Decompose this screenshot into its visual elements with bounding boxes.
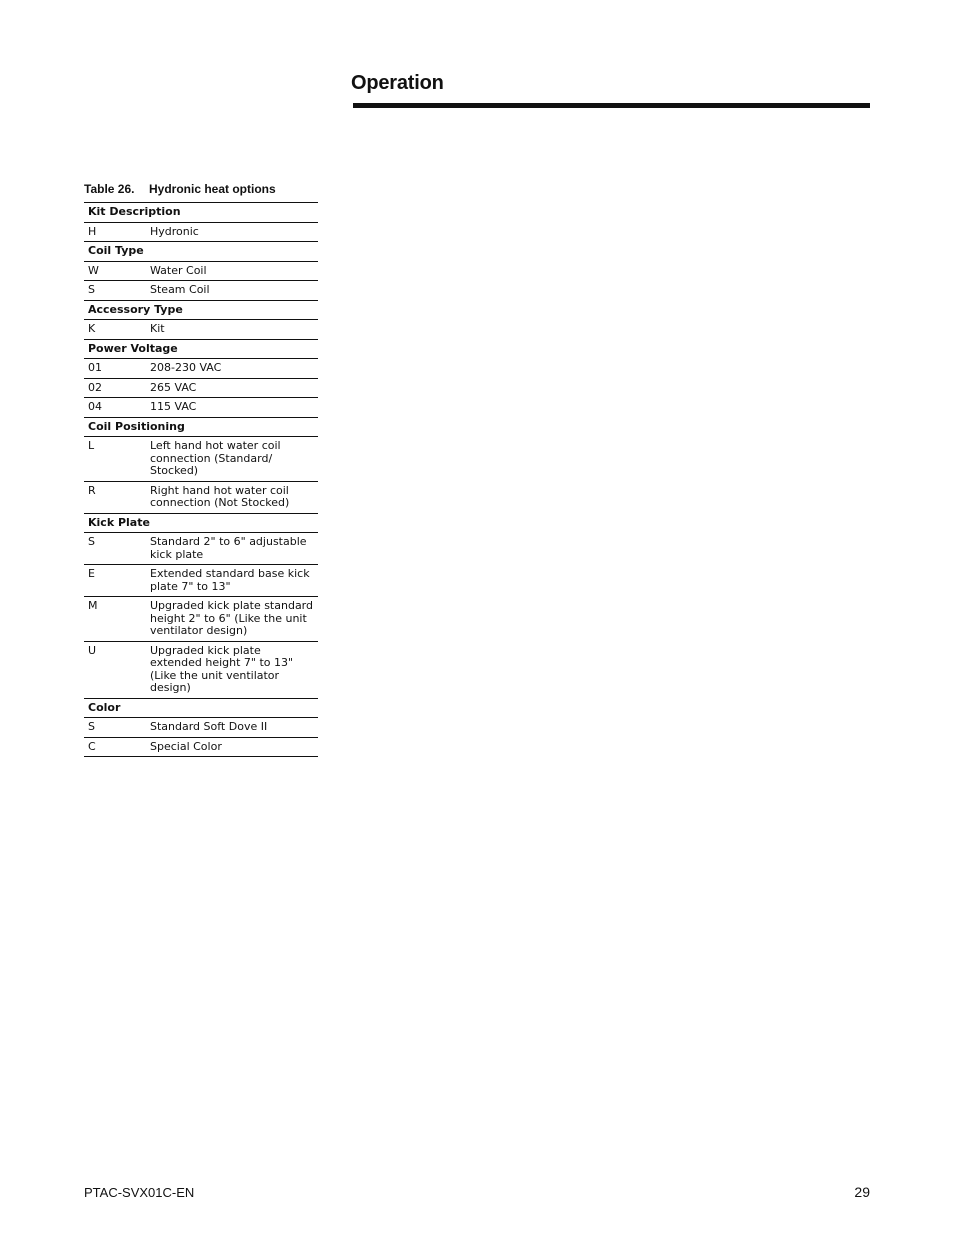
title-rule xyxy=(353,103,870,108)
group-heading-row xyxy=(84,417,318,437)
option-code: S xyxy=(84,533,146,565)
footer-page-number: 29 xyxy=(854,1184,870,1200)
option-code: 04 xyxy=(84,398,146,418)
table-caption-title: Hydronic heat options xyxy=(149,182,276,196)
option-description: Left hand hot water coil connection (Standard/ Stocked) xyxy=(146,437,318,482)
group-heading-row xyxy=(84,698,318,718)
table-body xyxy=(84,203,318,757)
table-row xyxy=(84,481,318,513)
option-code: 01 xyxy=(84,359,146,379)
group-heading-row xyxy=(84,203,318,223)
option-description: 265 VAC xyxy=(146,378,318,398)
group-heading-row xyxy=(84,339,318,359)
option-description: Water Coil xyxy=(146,261,318,281)
table-row xyxy=(84,222,318,242)
option-description: Hydronic xyxy=(146,222,318,242)
group-heading: Kit Description xyxy=(84,203,318,223)
table-row xyxy=(84,718,318,738)
group-heading: Accessory Type xyxy=(84,300,318,320)
group-heading: Coil Positioning xyxy=(84,417,318,437)
table-row xyxy=(84,320,318,340)
table-row xyxy=(84,281,318,301)
option-description: Upgraded kick plate extended height 7" to 13" (Like the unit ventilator design) xyxy=(146,641,318,698)
option-description: Special Color xyxy=(146,737,318,757)
option-description: Kit xyxy=(146,320,318,340)
table-row xyxy=(84,261,318,281)
group-heading: Color xyxy=(84,698,318,718)
table-caption xyxy=(84,182,276,196)
table-row xyxy=(84,398,318,418)
option-description: Standard Soft Dove II xyxy=(146,718,318,738)
option-description: Right hand hot water coil connection (Not Stocked) xyxy=(146,481,318,513)
option-code: M xyxy=(84,597,146,642)
option-code: 02 xyxy=(84,378,146,398)
group-heading-row xyxy=(84,513,318,533)
table-row xyxy=(84,565,318,597)
table-row xyxy=(84,533,318,565)
option-code: C xyxy=(84,737,146,757)
table-row xyxy=(84,597,318,642)
option-description: 115 VAC xyxy=(146,398,318,418)
table-row xyxy=(84,437,318,482)
table-row xyxy=(84,378,318,398)
option-description: Steam Coil xyxy=(146,281,318,301)
option-code: S xyxy=(84,718,146,738)
option-description: Standard 2" to 6" adjustable kick plate xyxy=(146,533,318,565)
option-code: L xyxy=(84,437,146,482)
table-row xyxy=(84,641,318,698)
table-row xyxy=(84,737,318,757)
option-code: R xyxy=(84,481,146,513)
option-code: S xyxy=(84,281,146,301)
option-code: E xyxy=(84,565,146,597)
group-heading: Power Voltage xyxy=(84,339,318,359)
option-code: U xyxy=(84,641,146,698)
hydronic-options-table xyxy=(84,202,318,757)
group-heading: Kick Plate xyxy=(84,513,318,533)
group-heading-row xyxy=(84,242,318,262)
option-code: K xyxy=(84,320,146,340)
table-caption-number: Table 26. xyxy=(84,182,135,196)
option-description: 208-230 VAC xyxy=(146,359,318,379)
option-description: Extended standard base kick plate 7" to 13" xyxy=(146,565,318,597)
group-heading-row xyxy=(84,300,318,320)
option-code: W xyxy=(84,261,146,281)
option-description: Upgraded kick plate standard height 2" to 6" (Like the unit ventilator design) xyxy=(146,597,318,642)
table-row xyxy=(84,359,318,379)
group-heading: Coil Type xyxy=(84,242,318,262)
section-title: Operation xyxy=(351,72,444,94)
footer-doc-id: PTAC-SVX01C-EN xyxy=(84,1185,195,1200)
option-code: H xyxy=(84,222,146,242)
